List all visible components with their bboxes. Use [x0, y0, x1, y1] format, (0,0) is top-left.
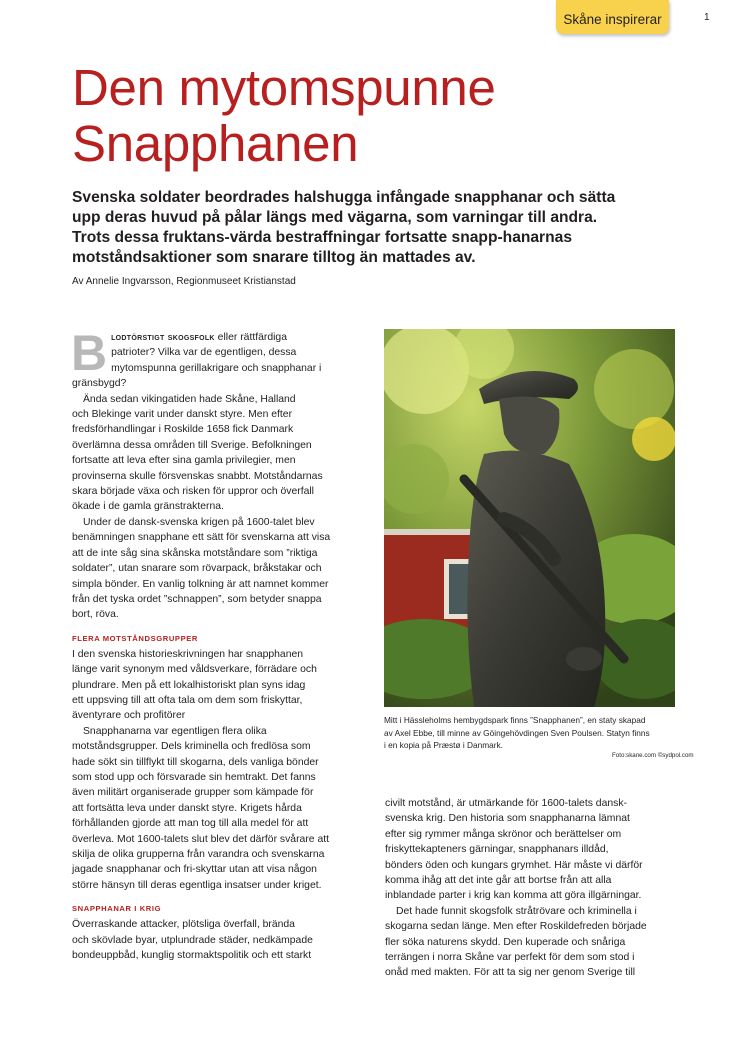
paragraph	[72, 647, 372, 724]
text-line: Det hade funnit skogsfolk stråtrövare och kriminella i	[396, 905, 637, 917]
text-line: överleva. Mot 1600-talets slut blev det därför svårare att	[72, 833, 330, 845]
statue-photo	[384, 329, 675, 707]
lead-line: Trots dessa fruktans-värda bestraffningar fortsatte snapp-hanarnas	[72, 229, 572, 246]
section-tab: Skåne inspirerar	[556, 0, 669, 34]
text-line: benämningen snapphane ett sätt för svenskarna att visa	[72, 532, 331, 544]
article-lead	[72, 188, 616, 268]
statue-photo-illustration	[384, 329, 675, 707]
text-line: förhållanden gjorde att man tog till alla medel för att	[72, 818, 309, 830]
column-left	[71, 325, 372, 963]
text-line: ökade i de gamla gränstrakterna.	[72, 501, 224, 513]
title-line: Den mytomspunne	[72, 59, 496, 116]
text-line: skara började växa och risken för uppror och överfall	[72, 486, 314, 498]
text-line: att de inte såg sina skånska motståndare som ”riktiga	[72, 547, 318, 559]
text-line: skogarna sedan länge. Men efter Roskildefreden började	[385, 921, 647, 933]
text-line: fortsatte att leva efter sina gamla privilegier, men	[72, 455, 296, 467]
title-line: Snapphanen	[72, 115, 359, 172]
text-line: patrioter? Vilka var de egentligen, dessa	[111, 347, 297, 359]
text-line: hade sökt sin tillflykt till skogarna, dels vanliga bönder	[72, 756, 319, 768]
text-line: Under de dansk-svenska krigen på 1600-talet blev	[83, 516, 315, 528]
text-line: fler söka naturens skydd. Den kuperade och snåriga	[385, 936, 626, 948]
section-heading: SNAPPHANAR I KRIG	[72, 904, 162, 914]
intro-smallcaps: lodtörstigt skogsfolk	[111, 332, 215, 343]
text-line: jagade snapphanar och fri-skyttar utan att visa någon	[72, 864, 317, 876]
text-line: komma ihåg att det inte går att bortse från att alla	[385, 875, 612, 887]
text-line: och skövlade byar, utplundrade städer, nedkämpade	[72, 934, 313, 946]
text-line: även militärt organiserade grupper som kämpade för	[72, 787, 314, 799]
text-line: gränsbygd?	[72, 378, 127, 390]
byline: Av Annelie Ingvarsson, Regionmuseet Kristianstad	[72, 276, 296, 287]
text-line: bort, röva.	[72, 609, 119, 621]
lead-line: motståndsaktioner som snarare tilltog än mattades av.	[72, 249, 476, 266]
text-line: att fortsätta leva under danskt styre. Krigets hårda	[72, 802, 302, 814]
text-line: bondeuppbåd, kunglig stormaktspolitik och ett starkt	[72, 950, 312, 962]
drop-cap: B	[71, 325, 108, 381]
text-line	[72, 330, 372, 345]
paragraph	[385, 904, 680, 981]
paragraph	[72, 917, 372, 963]
photo-credit: Foto:skane.com ©sydpol.com	[612, 752, 694, 759]
text-line: svenska krig. Den historia som snapphanarna lämnat	[385, 813, 630, 825]
text-line: simpla bönder. En vanlig tolkning är att namnet kommer	[72, 578, 329, 590]
text-line: efter sig rymmer många skrönor och berättelser om	[385, 828, 622, 840]
caption-line: av Axel Ebbe, till minne av Göingehövdingen Sven Poulsen. Statyn finns	[384, 727, 650, 738]
column-right	[385, 796, 680, 981]
text-line: Ända sedan vikingatiden hade Skåne, Halland	[83, 393, 296, 405]
text-line: soldater”, utan snarare som rövarpack, bråkstakar och	[72, 563, 322, 575]
text-line: mytomspunna gerillakrigare och snapphanar i	[111, 362, 322, 374]
paragraph	[72, 515, 372, 623]
text-line: Snapphanarna var egentligen flera olika	[83, 725, 267, 737]
text-line: Överraskande attacker, plötsliga överfall, brända	[72, 919, 295, 931]
caption-line: Mitt i Hässleholms hembygdspark finns ”Snapphanen”, en staty skapad	[384, 715, 646, 725]
paragraph	[72, 392, 372, 515]
paragraph	[385, 796, 680, 904]
caption-line: i en kopia på Præstø i Danmark.	[384, 740, 503, 750]
photo-caption	[384, 714, 679, 752]
text-line: äventyrare och profitörer	[72, 710, 186, 722]
paragraph	[72, 724, 372, 893]
page-number: 1	[704, 12, 710, 23]
text-line: och Blekinge varit under danskt styre. Men efter	[72, 409, 293, 421]
text-line: fredsförhandlingar i Roskilde 1658 fick Danmark	[72, 424, 294, 436]
text-line: civilt motstånd, är utmärkande för 1600-talets dansk-	[385, 798, 627, 809]
text-line: friskyttekapteners gärningar, snapphanars illdåd,	[385, 844, 609, 856]
text-line: plundrare. Men på ett lokalhistoriskt plan syns idag	[72, 679, 306, 691]
text-line: från det tyska ordet ”schnappen”, som betyder snappa	[72, 593, 322, 605]
text-line: som stod upp och försvarade sin hemtrakt. Det fanns	[72, 771, 316, 783]
text-line: länge varit synonym med våldsverkare, förrädare och	[72, 664, 317, 676]
article-title	[72, 60, 692, 172]
text-line: I den svenska historieskrivningen har snapphanen	[72, 648, 304, 660]
text-line: skilja de olika grupperna från varandra och svenskarna	[72, 849, 325, 860]
text-line: provinserna skulle försvenskas snabbt. Motståndarnas	[72, 470, 323, 482]
text-line: ett uppsving till att ofta tala om dem som friskyttar,	[72, 694, 303, 706]
lead-line: upp deras huvud på pålar längs med vägarna, som varningar till andra.	[72, 209, 598, 226]
text-line: inblandade parter i krig kan komma att göra illgärningar.	[385, 890, 642, 902]
text-line: överlämna dessa områden till Sverige. Befolkningen	[72, 439, 312, 451]
text-line: bönders öden och kungars grymhet. Här måste vi därför	[385, 859, 643, 871]
intro-paragraph	[71, 325, 372, 392]
text-line: terrängen i norra Skåne var perfekt för dem som stod i	[385, 952, 635, 964]
lead-line: Svenska soldater beordrades halshugga infångade snapphanar och sätta	[72, 189, 616, 206]
text-line: större hänsyn till deras egentliga insatser under kriget.	[72, 879, 322, 891]
intro-first-rest: eller rättfärdiga	[214, 332, 287, 343]
text-line: onåd med makten. För att ta sig ner genom Sverige till	[385, 967, 636, 979]
section-heading: FLERA MOTSTÅNDSGRUPPER	[72, 633, 198, 643]
text-line: motståndsgrupper. Dels kriminella och fredlösa som	[72, 741, 311, 753]
